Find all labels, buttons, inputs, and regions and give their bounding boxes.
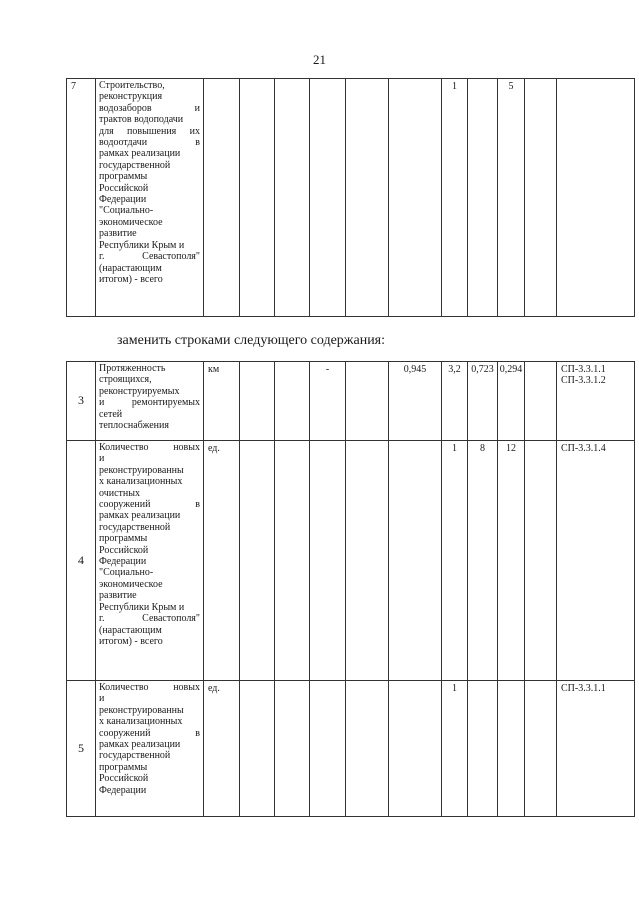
description-line: "Социально- [99,205,154,217]
description-line: государственной [99,750,171,762]
value-cell [310,79,346,317]
description-line: Республики Крым и [99,239,185,251]
value-cell [389,441,442,681]
description-line: рамках реализации [99,739,181,751]
value-cell: 8 [468,441,498,681]
description-line: Республики Крым и [99,601,185,613]
description-line: и [99,453,105,465]
value-cell [525,681,557,817]
description-line: итогом) - всего [99,635,163,647]
description-line: развитие [99,228,137,240]
row-description [96,79,204,317]
row-number: 7 [67,79,96,317]
table-row [67,441,635,681]
description-line: сетей [99,408,123,420]
value-cell [498,681,525,817]
description-line: х канализационных [99,476,183,488]
description-line: "Социально- [99,567,154,579]
value-cell: 3,2 [442,362,468,441]
description-line: Количество новых [99,682,200,693]
description-line: и ремонтируемых [99,397,200,409]
unit-cell: ед. [204,441,240,681]
code-line: СП-3.3.1.1 [561,364,606,375]
description-line: сооружений в [99,727,200,739]
description-line: Количество новых [99,442,200,453]
unit-cell: км [204,362,240,441]
value-cell [468,681,498,817]
row-description [96,681,204,817]
description-line: реконструированны [99,704,184,716]
unit-cell: ед. [204,681,240,817]
value-cell: 1 [442,441,468,681]
value-cell [525,79,557,317]
value-cell [346,79,389,317]
row-number: 4 [67,441,96,681]
description-line: Федерации [99,784,147,796]
description-line: трактов водоподачи [99,114,184,126]
description-line: рамках реализации [99,510,181,522]
value-cell [468,79,498,317]
code-cell [557,681,635,817]
value-cell [275,79,310,317]
description-line: строящихся, [99,374,152,386]
value-cell: - [310,362,346,441]
description-line: Строительство, [99,80,165,91]
description-line: г. Севастополя" [99,613,200,625]
value-cell [525,441,557,681]
description-line: программы [99,761,148,773]
description-line: реконструированны [99,464,184,476]
description-line: (нарастающим [99,262,162,274]
value-cell: 5 [498,79,525,317]
row-description [96,441,204,681]
table-row [67,362,635,441]
description-line: г. Севастополя" [99,251,200,263]
description-line: программы [99,171,148,183]
code-cell [557,79,635,317]
table-row [67,79,635,317]
value-cell: 1 [442,681,468,817]
value-cell: 0,294 [498,362,525,441]
value-cell: 1 [442,79,468,317]
value-cell [240,79,275,317]
value-cell [389,681,442,817]
description-line: развитие [99,590,137,602]
description-line: итогом) - всего [99,273,163,285]
description-line: Российской [99,773,149,785]
row-number: 5 [67,681,96,817]
description-line: очистных [99,487,141,499]
indicator-table-new [66,361,635,817]
code-cell [557,362,635,441]
code-cell [557,441,635,681]
description-line: Российской [99,544,149,556]
value-cell [346,681,389,817]
value-cell [310,441,346,681]
value-cell [346,362,389,441]
value-cell [310,681,346,817]
description-line: государственной [99,159,171,171]
description-line: (нарастающим [99,624,162,636]
value-cell [275,362,310,441]
value-cell: 0,723 [468,362,498,441]
value-cell: 12 [498,441,525,681]
value-cell [275,441,310,681]
value-cell [275,681,310,817]
indicator-table-old [66,78,635,317]
value-cell [240,441,275,681]
value-cell: 0,945 [389,362,442,441]
description-line: экономическое [99,216,163,228]
description-line: Российской [99,182,149,194]
description-line: Протяженность [99,363,166,374]
row-number: 3 [67,362,96,441]
table-row [67,681,635,817]
description-line: рамках реализации [99,148,181,160]
description-line: водоотдачи в [99,137,200,149]
code-line: СП-3.3.1.4 [561,443,606,454]
row-description [96,362,204,441]
value-cell [525,362,557,441]
code-line: СП-3.3.1.1 [561,683,606,694]
value-cell [346,441,389,681]
description-line: водозаборов и [99,102,200,114]
description-line: х канализационных [99,716,183,728]
description-line: экономическое [99,578,163,590]
description-line: Федерации [99,556,147,568]
description-line: сооружений в [99,499,200,511]
replacement-caption: заменить строками следующего содержания: [117,333,386,348]
description-line: для повышения их [99,125,200,137]
description-line: теплоснабжения [99,420,169,432]
description-line: государственной [99,521,171,533]
code-line: СП-3.3.1.2 [561,375,606,387]
value-cell [389,79,442,317]
unit-cell [204,79,240,317]
description-line: Федерации [99,194,147,206]
page-number: 21 [313,52,326,67]
value-cell [240,362,275,441]
description-line: реконструкция [99,91,163,103]
value-cell [240,681,275,817]
description-line: и [99,693,105,705]
description-line: программы [99,533,148,545]
description-line: реконструируемых [99,385,180,397]
